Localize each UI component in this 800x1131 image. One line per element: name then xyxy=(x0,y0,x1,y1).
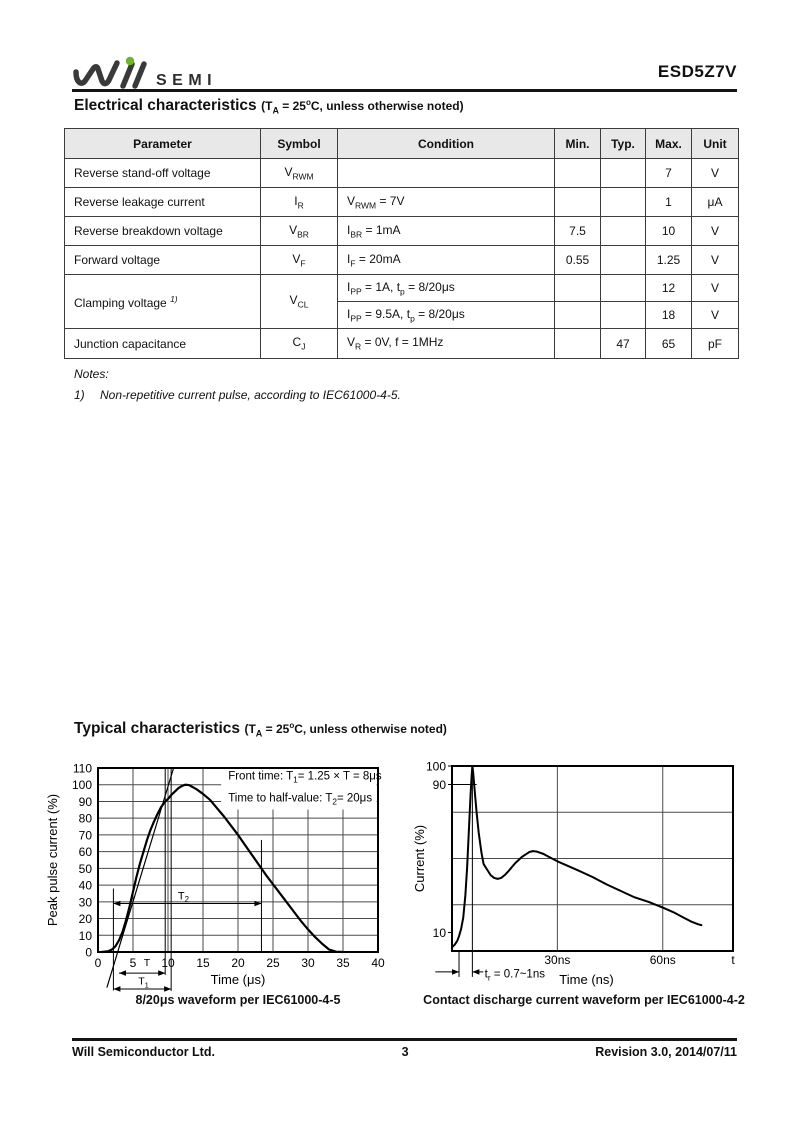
svg-text:100: 100 xyxy=(425,759,446,774)
svg-text:60: 60 xyxy=(78,845,92,860)
cell-max: 1.25 xyxy=(646,246,692,275)
section-title-typical xyxy=(74,720,447,738)
section-title-text: Electrical characteristics xyxy=(74,97,257,114)
cell-unit: V xyxy=(692,246,739,275)
cell-typ xyxy=(601,159,646,188)
cell-condition: $I_{BR} = 1mA$ xyxy=(338,217,555,246)
header-rule xyxy=(72,89,737,92)
cell-parameter: Reverse stand-off voltage xyxy=(65,159,261,188)
cell-typ xyxy=(601,275,646,302)
cell-condition: $V_{RWM} = 7V$ xyxy=(338,188,555,217)
cell-unit: V xyxy=(692,275,739,302)
col-header-condition: Condition xyxy=(338,129,555,159)
col-header-min: Min. xyxy=(555,129,601,159)
svg-text:5: 5 xyxy=(129,956,137,970)
cell-typ xyxy=(601,217,646,246)
electrical-characteristics-table xyxy=(64,128,739,359)
cell-typ xyxy=(601,302,646,329)
svg-text:T: T xyxy=(143,957,151,970)
svg-text:20: 20 xyxy=(231,956,245,970)
svg-text:30: 30 xyxy=(78,895,92,910)
footer-revision: Revision 3.0, 2014/07/11 xyxy=(595,1045,737,1059)
part-number: ESD5Z7V xyxy=(657,62,737,81)
svg-text:0: 0 xyxy=(85,945,92,960)
cell-max: 65 xyxy=(646,329,692,359)
svg-text:40: 40 xyxy=(371,956,385,970)
svg-text:Peak pulse current (%): Peak pulse current (%) xyxy=(45,793,60,927)
table-row xyxy=(65,329,739,359)
section-title-text: Typical characteristics xyxy=(74,720,240,737)
surge-chart-caption: 8/20μs waveform per IEC61000-4-5 xyxy=(135,993,341,1007)
section-condition-text: ($T_A = 25^oC$, unless otherwise noted) xyxy=(261,98,464,116)
svg-text:90: 90 xyxy=(432,778,446,792)
col-header-parameter: Parameter xyxy=(65,129,261,159)
cell-condition: $I_{PP} = 9.5A$, $t_p = 8/20\mu s$ xyxy=(338,302,555,329)
col-header-typ: Typ. xyxy=(601,129,646,159)
cell-parameter: Clamping voltage $^{1)}$ xyxy=(65,275,261,329)
svg-text:110: 110 xyxy=(72,761,92,776)
footer-page-number: 3 xyxy=(401,1045,409,1059)
svg-text:30ns: 30ns xyxy=(544,953,571,967)
cell-min xyxy=(555,329,601,359)
col-header-max: Max. xyxy=(646,129,692,159)
page-footer xyxy=(72,1045,737,1059)
table-row xyxy=(65,246,739,275)
cell-min: 7.5 xyxy=(555,217,601,246)
table-row xyxy=(65,275,739,302)
svg-text:Time (μs): Time (μs) xyxy=(210,972,266,987)
cell-symbol: $V_F$ xyxy=(261,246,338,275)
cell-unit: V xyxy=(692,217,739,246)
note-item xyxy=(74,388,401,402)
cell-min xyxy=(555,275,601,302)
cell-symbol: $V_{CL}$ xyxy=(261,275,338,329)
svg-text:Current (%): Current (%) xyxy=(412,824,427,893)
svg-text:T2: $T_2$ xyxy=(177,890,189,905)
svg-text:20: 20 xyxy=(78,912,92,927)
cell-symbol: $C_J$ xyxy=(261,329,338,359)
logo-slash-2 xyxy=(135,64,144,86)
cell-symbol: $V_{RWM}$ xyxy=(261,159,338,188)
cell-min: 0.55 xyxy=(555,246,601,275)
cell-min xyxy=(555,188,601,217)
table-header-row xyxy=(65,129,739,159)
svg-text:60ns: 60ns xyxy=(649,953,676,967)
cell-unit: pF xyxy=(692,329,739,359)
table-row xyxy=(65,188,739,217)
cell-min xyxy=(555,159,601,188)
section-title-electrical xyxy=(74,97,464,115)
cell-parameter: Forward voltage xyxy=(65,246,261,275)
svg-text:10: 10 xyxy=(161,956,175,970)
cell-condition: $V_R = 0V$, f = 1MHz xyxy=(338,329,555,359)
cell-unit: μA xyxy=(692,188,739,217)
cell-condition: $I_F = 20mA$ xyxy=(338,246,555,275)
cell-max: 12 xyxy=(646,275,692,302)
svg-text:0: 0 xyxy=(94,956,102,970)
brand-semi-text: SEMI xyxy=(156,72,218,89)
footer-rule xyxy=(72,1038,737,1041)
cell-parameter: Reverse breakdown voltage xyxy=(65,217,261,246)
col-header-symbol: Symbol xyxy=(261,129,338,159)
cell-unit: V xyxy=(692,302,739,329)
notes-block xyxy=(74,367,401,402)
svg-text:50: 50 xyxy=(78,861,92,876)
svg-text:T1: $T_1$ xyxy=(138,975,149,990)
cell-condition: $I_{PP} = 1A$, $t_p = 8/20\mu s$ xyxy=(338,275,555,302)
svg-text:100: 100 xyxy=(71,778,92,793)
svg-text:80: 80 xyxy=(78,811,92,826)
footer-company: Will Semiconductor Ltd. xyxy=(72,1045,215,1059)
svg-text:Front time: T1= 1.25 × T = 8μs: Front time: $T_1= 1.25 \times T = 8\mu s$ xyxy=(228,770,382,785)
svg-text:90: 90 xyxy=(78,794,92,809)
svg-text:30: 30 xyxy=(301,956,315,970)
cell-parameter: Junction capacitance xyxy=(65,329,261,359)
cell-symbol: $V_{BR}$ xyxy=(261,217,338,246)
section-condition-text: ($T_A = 25^oC$, unless otherwise noted) xyxy=(244,721,447,739)
cell-max: 1 xyxy=(646,188,692,217)
svg-text:t: t xyxy=(731,953,735,967)
svg-text:15: 15 xyxy=(196,956,210,970)
note-number: 1) xyxy=(74,388,85,402)
cell-typ xyxy=(601,246,646,275)
surge-waveform-chart xyxy=(40,748,400,998)
col-header-unit: Unit xyxy=(692,129,739,159)
cell-typ: 47 xyxy=(601,329,646,359)
svg-text:10: 10 xyxy=(78,928,92,943)
svg-text:35: 35 xyxy=(336,956,350,970)
cell-max: 10 xyxy=(646,217,692,246)
svg-text:10: 10 xyxy=(432,926,446,940)
svg-text:25: 25 xyxy=(266,956,280,970)
cell-typ xyxy=(601,188,646,217)
table-row xyxy=(65,159,739,188)
cell-parameter: Reverse leakage current xyxy=(65,188,261,217)
svg-text:Time to half-value: T2= 20μs: Time to half-value: $T_2= 20\mu s$ xyxy=(228,792,373,807)
svg-text:Time (ns): Time (ns) xyxy=(559,972,614,987)
cell-condition xyxy=(338,159,555,188)
svg-text:70: 70 xyxy=(78,828,92,843)
note-text: Non-repetitive current pulse, according to IEC61000-4-5. xyxy=(100,388,401,402)
cell-max: 18 xyxy=(646,302,692,329)
logo-green-dot xyxy=(126,57,134,65)
svg-text:tr = 0.7~1ns: $t_r$ = 0.7~1ns xyxy=(484,968,545,983)
logo-slash-1 xyxy=(123,64,132,86)
cell-unit: V xyxy=(692,159,739,188)
logo-wave xyxy=(76,63,117,84)
cell-max: 7 xyxy=(646,159,692,188)
cell-symbol: $I_R$ xyxy=(261,188,338,217)
contact-discharge-chart xyxy=(405,748,770,998)
svg-text:40: 40 xyxy=(78,878,92,893)
notes-label: Notes: xyxy=(74,367,109,381)
table-row xyxy=(65,217,739,246)
cell-min xyxy=(555,302,601,329)
discharge-chart-caption: Contact discharge current waveform per IEC61000-4-2 xyxy=(423,993,745,1007)
